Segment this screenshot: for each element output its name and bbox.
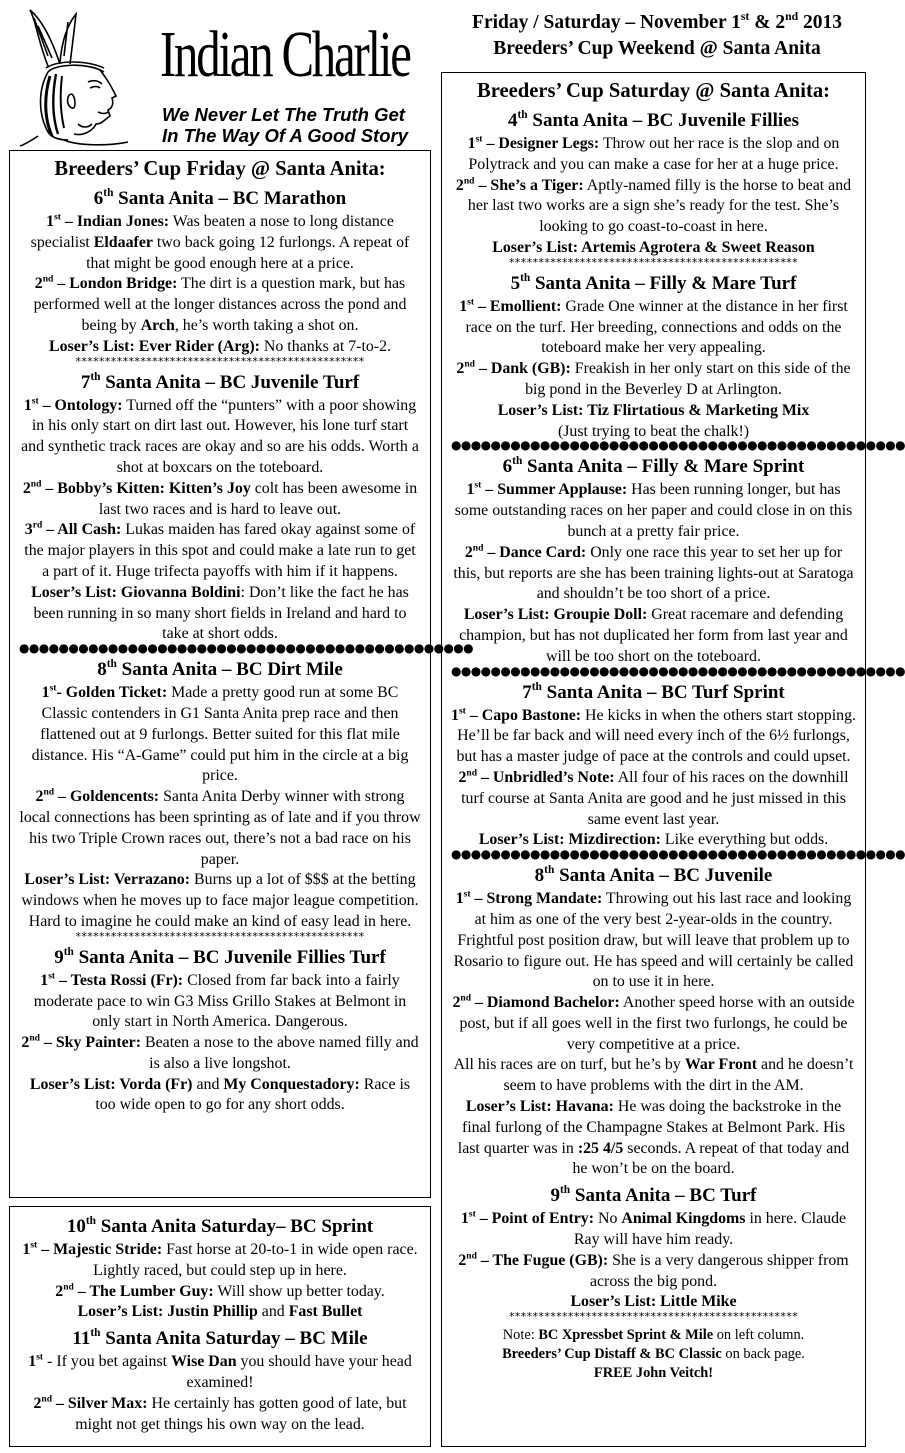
dot-divider: ●●●●●●●●●●●●●●●●●●●●●●●●●●●●●●●●●●●●●●●●●●●●●● bbox=[19, 641, 474, 656]
losers-list: Loser’s List: Artemis Agrotera & Sweet Reason bbox=[492, 238, 815, 256]
pick-first: 1st – Indian Jones: Was beaten a nose to long distance specialist Eldaafer two back going 12 furlongs. A repeat of that might be good enough here at a price. bbox=[30, 211, 410, 272]
indian-head-logo bbox=[8, 6, 158, 146]
pick-second: 2nd – London Bridge: The dirt is a question mark, but has performed well at the longer distances across the pond and being by Arch, he’s worth taking a shot on. bbox=[33, 273, 407, 334]
pick-second: 2nd – Goldencents: Santa Anita Derby winner with strong local connections has been sprinting as of late and if you throw his two Triple Crown races out, there’s not a bad race on his paper. bbox=[19, 786, 421, 868]
race-heading: 10th Santa Anita Saturday– BC Sprint bbox=[66, 1215, 374, 1237]
star-divider: ************************************************* bbox=[75, 354, 365, 368]
losers-list: Loser’s List: Havana: He was doing the backstroke in the final furlong of the Champagne Stakes at Belmont Park. His last quarter was in :25 4/5 seconds. A repeat of that today and he won’t be on the board. bbox=[457, 1098, 850, 1178]
dateline bbox=[444, 10, 870, 62]
pick-first: 1st – Point of Entry: No Animal Kingdoms in here. Claude Ray will have him ready. bbox=[460, 1208, 847, 1249]
losers-list: Loser’s List: Vorda (Fr) and My Conquestadory: Race is too wide open to go for any short odds. bbox=[29, 1075, 411, 1114]
star-divider: ************************************************* bbox=[75, 929, 365, 943]
race-heading: 5th Santa Anita – Filly & Mare Turf bbox=[510, 271, 797, 294]
pick-first: 1st- Golden Ticket: Made a pretty good run at some BC Classic contenders in G1 Santa Anita prep race and then flattened out at 9 furlongs. Better suited for this flat mile distance. His “A-Game” could put him in the circle at a big price. bbox=[31, 682, 409, 785]
losers-list: Loser’s List: Tiz Flirtatious & Marketing Mix bbox=[497, 401, 810, 419]
pick-third: 3rd – All Cash: Lukas maiden has fared okay against some of the major players in this spot and could make a late run to get a part of it. Huge trifecta payoffs with him if it happens. bbox=[24, 519, 416, 580]
race-heading: 8th Santa Anita – BC Juvenile bbox=[534, 864, 773, 887]
star-divider: ************************************************* bbox=[508, 255, 799, 269]
dateline-event: Breeders’ Cup Weekend @ Santa Anita bbox=[493, 38, 821, 59]
dot-divider: ●●●●●●●●●●●●●●●●●●●●●●●●●●●●●●●●●●●●●●●●●●●●●● bbox=[451, 663, 905, 678]
pick-first: 1st – Majestic Stride: Fast horse at 20-to-1 in wide open race. Lightly raced, but could step up in here. bbox=[22, 1239, 418, 1279]
losers-list: Loser’s List: Groupie Doll: Great racemare and defending champion, but has not duplicated her form from last year and will be too short on the toteboard. bbox=[459, 606, 848, 665]
star-divider: ************************************************* bbox=[508, 1310, 799, 1324]
pick-second: 2nd – Diamond Bachelor: Another speed horse with an outside post, but if all goes well in the first two furlongs, he could be very competitive at a price. bbox=[452, 992, 855, 1053]
friday-card bbox=[9, 150, 474, 1198]
saturday-card bbox=[441, 72, 905, 1447]
dot-divider: ●●●●●●●●●●●●●●●●●●●●●●●●●●●●●●●●●●●●●●●●●●●●●● bbox=[451, 847, 905, 862]
pick-first: 1st – Ontology: Turned off the “punters” with a poor showing in his only start on dirt last out. However, his lone turf start and synthetic track races are okay and so are his odds. Worth a shot at boxcars on the toteboard. bbox=[21, 394, 419, 476]
footer-note: Note: BC Xpressbet Sprint & Mile on left column. Breeders’ Cup Distaff & BC Classic on back page. FREE John Veitch! bbox=[502, 1327, 805, 1382]
race-heading: 7th Santa Anita – BC Juvenile Turf bbox=[80, 370, 360, 393]
pick-second: 2nd – The Lumber Guy: Will show up better today. bbox=[55, 1280, 385, 1300]
saturday-title: Breeders’ Cup Saturday @ Santa Anita: bbox=[476, 80, 831, 102]
pick-first: 1st – Designer Legs: Throw out her race is the slop and on Polytrack and you can make a case for her at a huge price. bbox=[467, 133, 840, 173]
losers-list: Loser’s List: Giovanna Boldini: Don’t like the fact he has been running in so many short fields in Ireland and hard to take at short odds. bbox=[31, 583, 409, 643]
pick-second: 2nd – Dance Card: Only one race this year to set her up for this, but reports are she has been training lights-out at Saratoga and shouldn’t be too short of a price. bbox=[453, 542, 854, 603]
race-heading: 11th Santa Anita Saturday – BC Mile bbox=[72, 1327, 368, 1350]
race-heading: 6th Santa Anita – Filly & Mare Sprint bbox=[502, 455, 805, 478]
pick-second: 2nd – Unbridled’s Note: All four of his races on the downhill turf course at Santa Anita are good and he just missed in this same event last year. bbox=[458, 767, 849, 828]
tagline-line-1: We Never Let The Truth Get bbox=[162, 104, 405, 125]
race-heading: 9th Santa Anita – BC Turf bbox=[550, 1184, 757, 1207]
pick-first: 1st – Capo Bastone: He kicks in when the others start stopping. He’ll be far back and will need every inch of the 6½ furlongs, but has a master judge of pace at the controls and could upset. bbox=[451, 704, 857, 766]
pick-second: 2nd – She’s a Tiger: Aptly-named filly is the horse to beat and her last two works are a sign she’s ready for the test. She’s looking to go coast-to-coast in here. bbox=[455, 174, 852, 236]
pick-first: 1st – Testa Rossi (Fr): Closed from far back into a fairly moderate pace to win G3 Miss Grillo Stakes at Belmont in only start in North America. Dangerous. bbox=[33, 970, 407, 1031]
friday-title: Breeders’ Cup Friday @ Santa Anita: bbox=[54, 158, 386, 180]
dateline-dates: Friday / Saturday – November 1st & 2nd 2013 bbox=[472, 9, 842, 33]
losers-list: Loser’s List: Ever Rider (Arg): No thanks at 7-to-2. bbox=[48, 337, 392, 355]
pick-second: 2nd – Sky Painter: Beaten a nose to the above named filly and is also a live longshot. bbox=[21, 1032, 419, 1072]
losers-list: Loser’s List: Mizdirection: Like everything but odds. bbox=[478, 831, 829, 849]
pick-first: 1st - If you bet against Wise Dan you should have your head examined! bbox=[28, 1351, 412, 1391]
pick-second: 2nd – Dank (GB): Freakish in her only start on this side of the big pond in the Beverley D at Arlington. bbox=[456, 358, 851, 398]
losers-list: Loser’s List: Justin Phillip and Fast Bullet bbox=[77, 1303, 363, 1321]
masthead bbox=[0, 0, 440, 148]
pick-first: 1st – Summer Applause: Has been running longer, but has some outstanding races on her paper and could close in on this bunch at a pretty fair price. bbox=[454, 479, 853, 540]
pick-first: 1st – Emollient: Grade One winner at the distance in her first race on the turf. Her breeding, connections and odds on the toteboard make her very appealing. bbox=[459, 296, 848, 357]
pick-note: All his races are on turf, but he’s by War Front and he doesn’t seem to have problems with the dirt in the AM. bbox=[453, 1056, 854, 1095]
race-heading: 9th Santa Anita – BC Juvenile Fillies Turf bbox=[54, 945, 386, 968]
saturday-left-card bbox=[9, 1206, 431, 1447]
losers-list: Loser’s List: Verrazano: Burns up a lot of $$$ at the betting windows when he moves up to face major league competition. Hard to imagine he could make an kind of easy lead in here. bbox=[21, 871, 419, 930]
pick-second: 2nd – The Fugue (GB): She is a very dangerous shipper from across the big pond. bbox=[458, 1250, 849, 1290]
brand-title: Indian Charlie bbox=[160, 18, 410, 91]
losers-list: Loser’s List: Little Mike bbox=[570, 1293, 737, 1311]
pick-second: 2nd – Bobby’s Kitten: Kitten’s Joy colt has been awesome in last two races and is hard to leave out. bbox=[22, 478, 418, 518]
race-heading: 6th Santa Anita – BC Marathon bbox=[93, 187, 347, 209]
race-heading: 4th Santa Anita – BC Juvenile Fillies bbox=[508, 109, 799, 131]
dot-divider: ●●●●●●●●●●●●●●●●●●●●●●●●●●●●●●●●●●●●●●●●●●●●●● bbox=[451, 438, 905, 453]
pick-second: 2nd – Silver Max: He certainly has gotten good of late, but might not get things his own way on the lead. bbox=[33, 1393, 407, 1433]
losers-list-note: (Just trying to beat the chalk!) bbox=[557, 422, 750, 440]
race-heading: 8th Santa Anita – BC Dirt Mile bbox=[97, 658, 343, 681]
pick-first: 1st – Strong Mandate: Throwing out his last race and looking at him as one of the very best 2-year-olds in the country. Frightful post position draw, but will leave that problem up to Rosario to figure out. He has speed and will certainly be called on to use it in here. bbox=[453, 888, 854, 991]
tagline bbox=[162, 104, 408, 146]
tagline-line-2: In The Way Of A Good Story bbox=[162, 125, 408, 146]
race-heading: 7th Santa Anita – BC Turf Sprint bbox=[522, 680, 785, 703]
